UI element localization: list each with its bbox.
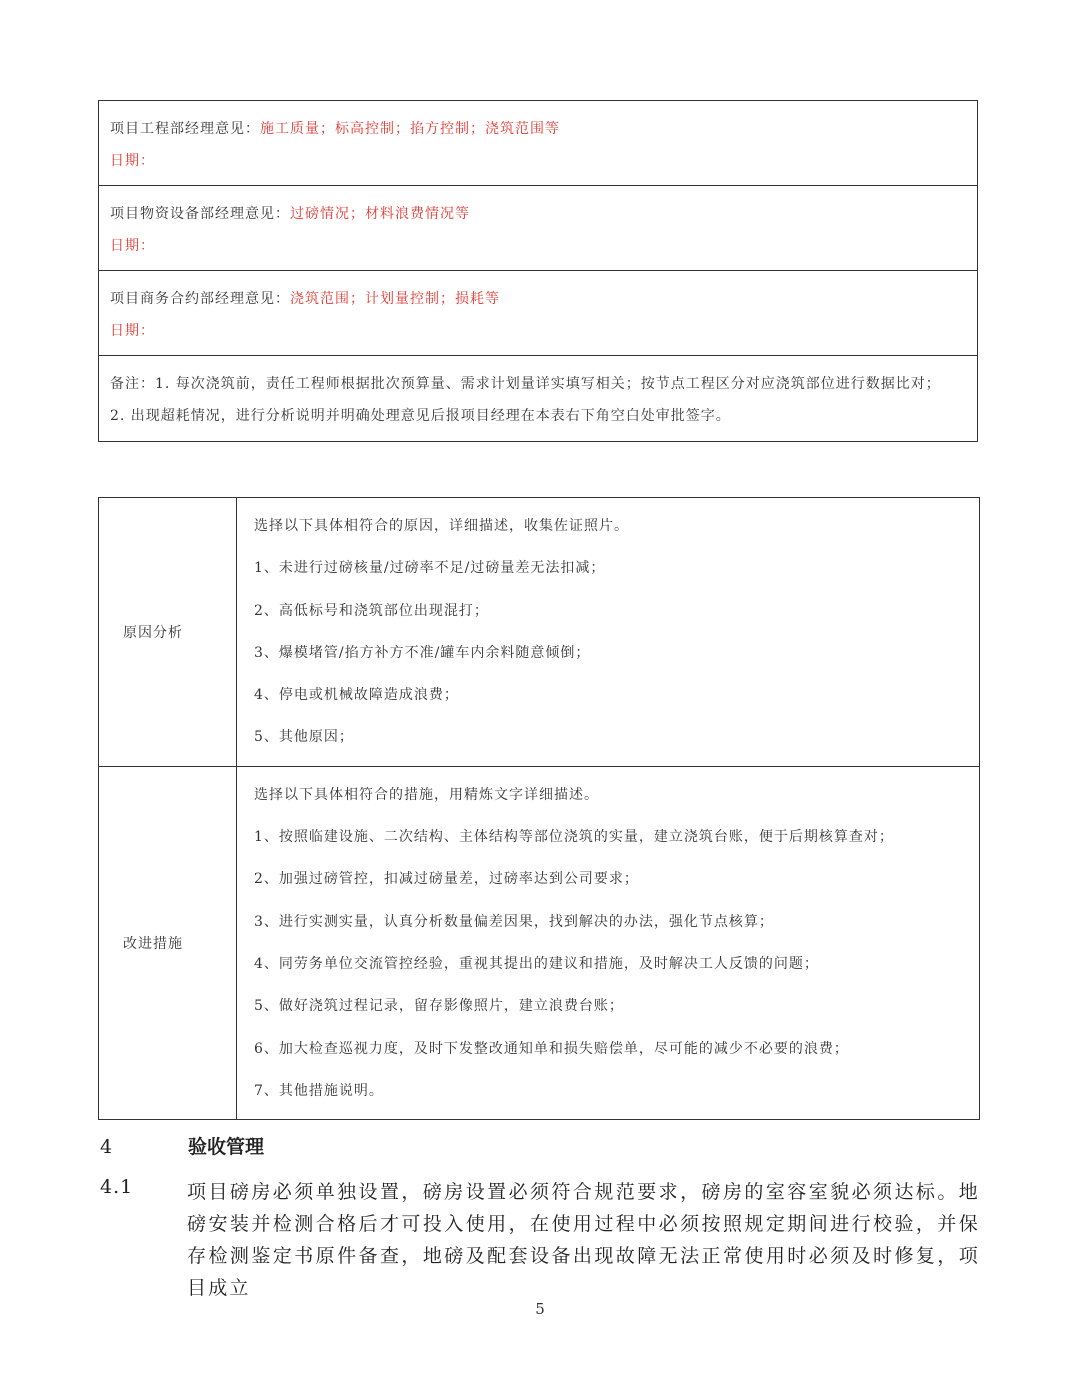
cause-analysis-label: 原因分析 [99, 498, 237, 767]
row-content: 施工质量；标高控制；掐方控制；浇筑范围等 [260, 121, 560, 137]
list-item: 7、其他措施说明。 [254, 1082, 384, 1099]
list-item: 选择以下具体相符合的措施，用精炼文字详细描述。 [254, 786, 599, 803]
table-row [99, 356, 978, 442]
approval-table [98, 100, 978, 442]
row-content: 浇筑范围；计划量控制；损耗等 [290, 291, 500, 307]
list-item: 3、爆模堵管/掐方补方不准/罐车内余料随意倾倒； [254, 644, 591, 661]
list-item: 5、其他原因； [254, 729, 354, 746]
paragraph-number: 4.1 [100, 1176, 134, 1198]
row-label: 项目物资设备部经理意见： [110, 206, 290, 222]
list-item: 2、加强过磅管控，扣减过磅量差，过磅率达到公司要求； [254, 871, 639, 888]
list-item: 6、加大检查巡视力度，及时下发整改通知单和损失赔偿单，尽可能的减少不必要的浪费； [254, 1040, 849, 1057]
note-line: 备注：1. 每次浇筑前，责任工程师根据批次预算量、需求计划量详实填写相关；按节点工程区分对应浇筑部位进行数据比对； [110, 376, 941, 392]
list-item: 1、按照临建设施、二次结构、主体结构等部位浇筑的实量，建立浇筑台账，便于后期核算查对； [254, 829, 894, 846]
date-label: 日期： [110, 238, 155, 254]
table-row [99, 498, 980, 767]
date-label: 日期： [110, 153, 155, 169]
engineering-opinion-cell [99, 101, 978, 186]
list-item: 4、同劳务单位交流管控经验，重视其提出的建议和措施，及时解决工人反馈的问题； [254, 955, 819, 972]
row-label: 项目商务合约部经理意见： [110, 291, 290, 307]
paragraph [100, 1176, 980, 1304]
table-row [99, 766, 980, 1119]
note-line: 2. 出现超耗情况，进行分析说明并明确处理意见后报项目经理在本表右下角空白处审批签字。 [110, 408, 731, 424]
commercial-opinion-cell [99, 271, 978, 356]
list-item: 选择以下具体相符合的原因，详细描述，收集佐证照片。 [254, 518, 629, 534]
list-item: 3、进行实测实量，认真分析数量偏差因果，找到解决的办法，强化节点核算； [254, 913, 774, 930]
analysis-table [98, 497, 980, 1120]
materials-opinion-cell [99, 186, 978, 271]
section-heading [100, 1133, 264, 1161]
cause-analysis-body [237, 498, 980, 767]
page-number: 5 [535, 1300, 545, 1318]
table-row [99, 271, 978, 356]
table-row [99, 101, 978, 186]
list-item: 4、停电或机械故障造成浪费； [254, 687, 459, 704]
date-label: 日期： [110, 323, 155, 339]
list-item: 2、高低标号和浇筑部位出现混打； [254, 602, 489, 619]
section-title: 验收管理 [188, 1136, 265, 1158]
paragraph-text: 项目磅房必须单独设置，磅房设置必须符合规范要求，磅房的室容室貌必须达标。地磅安装并检测合格后才可投入使用，在使用过程中必须按照规定期间进行校验，并保存检测鉴定书原件备查，地磅及配套设备出现故障无法正常使用时必须及时修复，项目成立 [187, 1181, 980, 1299]
list-item: 1、未进行过磅核量/过磅率不足/过磅量差无法扣减； [254, 560, 606, 577]
note-cell [99, 356, 978, 442]
improvement-measures-body [237, 766, 980, 1119]
table-row [99, 186, 978, 271]
row-label: 项目工程部经理意见： [110, 121, 260, 137]
section-number: 4 [100, 1136, 113, 1158]
row-content: 过磅情况；材料浪费情况等 [290, 206, 470, 222]
improvement-measures-label: 改进措施 [99, 766, 237, 1119]
list-item: 5、做好浇筑过程记录，留存影像照片，建立浪费台账； [254, 998, 624, 1015]
